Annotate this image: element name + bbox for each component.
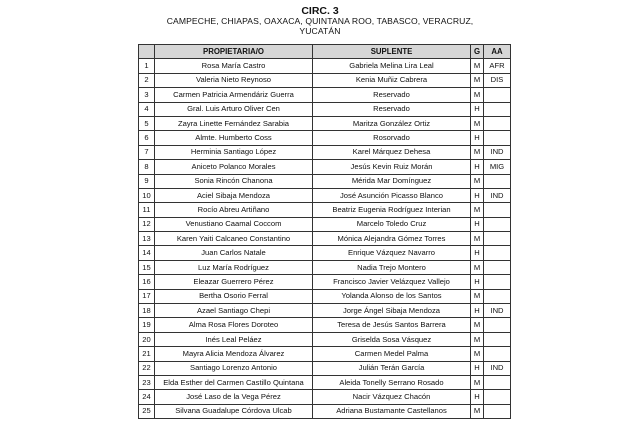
aa-cell xyxy=(484,88,511,102)
row-number: 3 xyxy=(139,88,155,102)
table-row xyxy=(139,174,511,188)
suplente-cell: Kenia Muñiz Cabrera xyxy=(313,73,471,87)
aa-cell: DIS xyxy=(484,73,511,87)
table-row xyxy=(139,289,511,303)
row-number: 18 xyxy=(139,304,155,318)
gender-cell: H xyxy=(471,361,484,375)
aa-cell xyxy=(484,116,511,130)
aa-cell xyxy=(484,390,511,404)
column-header-number xyxy=(139,45,155,59)
suplente-cell: Mónica Alejandra Gómez Torres xyxy=(313,232,471,246)
suplente-cell: Jesús Kevin Ruiz Morán xyxy=(313,160,471,174)
propietario-cell: Valeria Nieto Reynoso xyxy=(155,73,313,87)
gender-cell: M xyxy=(471,145,484,159)
propietario-cell: Almte. Humberto Coss xyxy=(155,131,313,145)
table-row xyxy=(139,73,511,87)
table-header-row xyxy=(139,45,511,59)
table-row xyxy=(139,160,511,174)
aa-cell: IND xyxy=(484,361,511,375)
table-body xyxy=(139,59,511,419)
table-row xyxy=(139,375,511,389)
row-number: 16 xyxy=(139,275,155,289)
propietario-cell: Azael Santiago Chepi xyxy=(155,304,313,318)
gender-cell: H xyxy=(471,246,484,260)
aa-cell: AFR xyxy=(484,59,511,73)
suplente-cell: Jorge Ángel Sibaja Mendoza xyxy=(313,304,471,318)
aa-cell xyxy=(484,232,511,246)
table-row xyxy=(139,203,511,217)
row-number: 8 xyxy=(139,160,155,174)
row-number: 17 xyxy=(139,289,155,303)
row-number: 5 xyxy=(139,116,155,130)
table-row xyxy=(139,88,511,102)
aa-cell xyxy=(484,260,511,274)
gender-cell: H xyxy=(471,160,484,174)
row-number: 25 xyxy=(139,404,155,418)
row-number: 21 xyxy=(139,347,155,361)
propietario-cell: Bertha Osorio Ferral xyxy=(155,289,313,303)
row-number: 4 xyxy=(139,102,155,116)
suplente-cell: Griselda Sosa Vásquez xyxy=(313,332,471,346)
table-row xyxy=(139,188,511,202)
row-number: 19 xyxy=(139,318,155,332)
row-number: 13 xyxy=(139,232,155,246)
aa-cell: MIG xyxy=(484,160,511,174)
table-row xyxy=(139,332,511,346)
table-row xyxy=(139,318,511,332)
table-row xyxy=(139,390,511,404)
gender-cell: M xyxy=(471,203,484,217)
aa-cell xyxy=(484,217,511,231)
gender-cell: M xyxy=(471,59,484,73)
propietario-cell: Karen Yaiti Calcaneo Constantino xyxy=(155,232,313,246)
propietario-cell: Sonia Rincón Chanona xyxy=(155,174,313,188)
gender-cell: H xyxy=(471,102,484,116)
suplente-cell: Marcelo Toledo Cruz xyxy=(313,217,471,231)
row-number: 7 xyxy=(139,145,155,159)
gender-cell: H xyxy=(471,188,484,202)
aa-cell xyxy=(484,174,511,188)
candidates-table xyxy=(138,44,511,419)
propietario-cell: Gral. Luis Arturo Oliver Cen xyxy=(155,102,313,116)
table-row xyxy=(139,246,511,260)
page-title: CIRC. 3 xyxy=(301,5,339,17)
aa-cell xyxy=(484,332,511,346)
table-row xyxy=(139,304,511,318)
gender-cell: M xyxy=(471,73,484,87)
gender-cell: M xyxy=(471,347,484,361)
propietario-cell: Alma Rosa Flores Doroteo xyxy=(155,318,313,332)
table-row xyxy=(139,102,511,116)
propietario-cell: Herminia Santiago López xyxy=(155,145,313,159)
aa-cell xyxy=(484,289,511,303)
suplente-cell: Aleida Tonelly Serrano Rosado xyxy=(313,375,471,389)
row-number: 14 xyxy=(139,246,155,260)
row-number: 24 xyxy=(139,390,155,404)
propietario-cell: José Laso de la Vega Pérez xyxy=(155,390,313,404)
gender-cell: H xyxy=(471,390,484,404)
row-number: 12 xyxy=(139,217,155,231)
propietario-cell: Inés Leal Peláez xyxy=(155,332,313,346)
suplente-cell: Francisco Javier Velázquez Vallejo xyxy=(313,275,471,289)
suplente-cell: Carmen Medel Palma xyxy=(313,347,471,361)
row-number: 20 xyxy=(139,332,155,346)
row-number: 15 xyxy=(139,260,155,274)
gender-cell: M xyxy=(471,375,484,389)
suplente-cell: Nacir Vázquez Chacón xyxy=(313,390,471,404)
suplente-cell: Maritza González Ortiz xyxy=(313,116,471,130)
suplente-cell: Karel Márquez Dehesa xyxy=(313,145,471,159)
suplente-cell: Beatriz Eugenia Rodríguez Interian xyxy=(313,203,471,217)
propietario-cell: Eleazar Guerrero Pérez xyxy=(155,275,313,289)
row-number: 9 xyxy=(139,174,155,188)
table-row xyxy=(139,260,511,274)
table-row xyxy=(139,404,511,418)
column-header-g: G xyxy=(471,45,484,59)
suplente-cell: Yolanda Alonso de los Santos xyxy=(313,289,471,303)
row-number: 11 xyxy=(139,203,155,217)
suplente-cell: Nadia Trejo Montero xyxy=(313,260,471,274)
suplente-cell: Enrique Vázquez Navarro xyxy=(313,246,471,260)
aa-cell xyxy=(484,275,511,289)
aa-cell xyxy=(484,102,511,116)
aa-cell xyxy=(484,375,511,389)
aa-cell xyxy=(484,347,511,361)
gender-cell: M xyxy=(471,404,484,418)
table-row xyxy=(139,232,511,246)
propietario-cell: Venustiano Caamal Coccom xyxy=(155,217,313,231)
row-number: 10 xyxy=(139,188,155,202)
column-header-propietario: PROPIETARIA/O xyxy=(155,45,313,59)
suplente-cell: Rosorvado xyxy=(313,131,471,145)
aa-cell: IND xyxy=(484,145,511,159)
gender-cell: H xyxy=(471,275,484,289)
gender-cell: M xyxy=(471,174,484,188)
aa-cell xyxy=(484,246,511,260)
suplente-cell: Reservado xyxy=(313,88,471,102)
suplente-cell: Teresa de Jesús Santos Barrera xyxy=(313,318,471,332)
suplente-cell: Mérida Mar Domínguez xyxy=(313,174,471,188)
table-row xyxy=(139,347,511,361)
suplente-cell: José Asunción Picasso Blanco xyxy=(313,188,471,202)
gender-cell: M xyxy=(471,232,484,246)
table-row xyxy=(139,361,511,375)
column-header-suplente: SUPLENTE xyxy=(313,45,471,59)
aa-cell xyxy=(484,203,511,217)
gender-cell: H xyxy=(471,304,484,318)
table-row xyxy=(139,116,511,130)
propietario-cell: Carmen Patricia Armendáriz Guerra xyxy=(155,88,313,102)
propietario-cell: Aciel Sibaja Mendoza xyxy=(155,188,313,202)
suplente-cell: Julián Terán García xyxy=(313,361,471,375)
gender-cell: M xyxy=(471,289,484,303)
propietario-cell: Juan Carlos Natale xyxy=(155,246,313,260)
row-number: 2 xyxy=(139,73,155,87)
gender-cell: M xyxy=(471,260,484,274)
aa-cell: IND xyxy=(484,188,511,202)
propietario-cell: Mayra Alicia Mendoza Álvarez xyxy=(155,347,313,361)
column-header-aa: AA xyxy=(484,45,511,59)
row-number: 6 xyxy=(139,131,155,145)
table-row xyxy=(139,145,511,159)
propietario-cell: Silvana Guadalupe Córdova Ulcab xyxy=(155,404,313,418)
row-number: 1 xyxy=(139,59,155,73)
propietario-cell: Rosa María Castro xyxy=(155,59,313,73)
table-row xyxy=(139,59,511,73)
propietario-cell: Zayra Linette Fernández Sarabia xyxy=(155,116,313,130)
aa-cell xyxy=(484,318,511,332)
gender-cell: H xyxy=(471,131,484,145)
table-row xyxy=(139,131,511,145)
suplente-cell: Adriana Bustamante Castellanos xyxy=(313,404,471,418)
gender-cell: H xyxy=(471,217,484,231)
propietario-cell: Rocío Abreu Artiñano xyxy=(155,203,313,217)
gender-cell: M xyxy=(471,88,484,102)
table-row xyxy=(139,217,511,231)
aa-cell xyxy=(484,131,511,145)
propietario-cell: Luz María Rodríguez xyxy=(155,260,313,274)
aa-cell: IND xyxy=(484,304,511,318)
suplente-cell: Gabriela Melina Lira Leal xyxy=(313,59,471,73)
gender-cell: M xyxy=(471,318,484,332)
row-number: 23 xyxy=(139,375,155,389)
row-number: 22 xyxy=(139,361,155,375)
suplente-cell: Reservado xyxy=(313,102,471,116)
propietario-cell: Aniceto Polanco Morales xyxy=(155,160,313,174)
page-subtitle: CAMPECHE, CHIAPAS, OAXACA, QUINTANA ROO, TABASCO, VERACRUZ, YUCATÁN xyxy=(166,16,474,36)
propietario-cell: Santiago Lorenzo Antonio xyxy=(155,361,313,375)
gender-cell: M xyxy=(471,332,484,346)
aa-cell xyxy=(484,404,511,418)
propietario-cell: Elda Esther del Carmen Castillo Quintana xyxy=(155,375,313,389)
gender-cell: M xyxy=(471,116,484,130)
table-row xyxy=(139,275,511,289)
